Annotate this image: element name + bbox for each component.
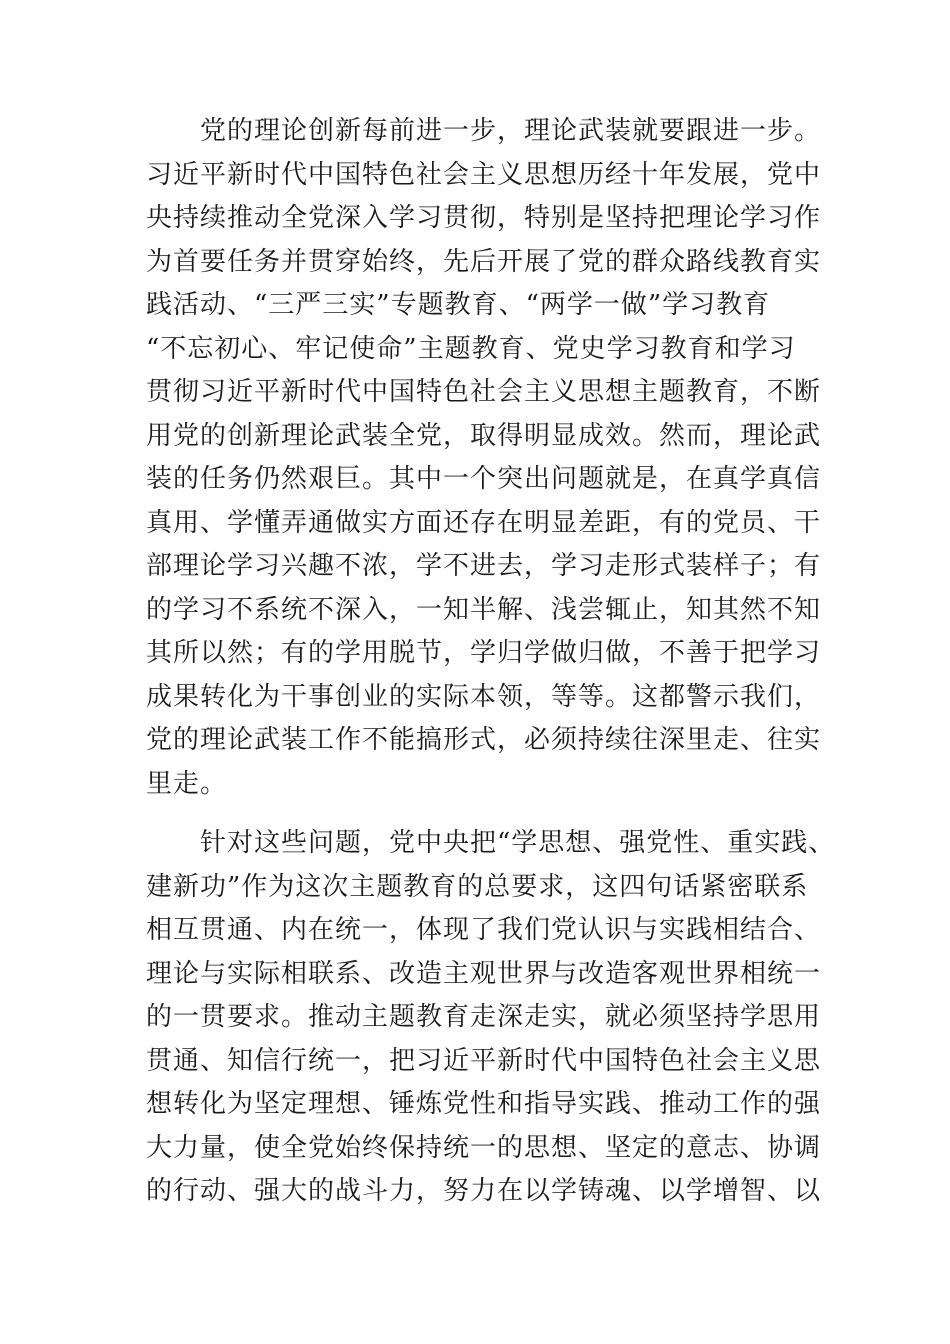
paragraph-line: 的学习不系统不深入，一知半解、浅尝辄止，知其然不知: [146, 594, 822, 625]
paragraph-line: 里走。: [146, 768, 228, 799]
paragraph-line: 央持续推动全党深入学习贯彻，特别是坚持把理论学习作: [146, 203, 822, 233]
paragraph-line: 党的理论武装工作不能搞形式，必须持续往深里走、往实: [146, 725, 822, 755]
paragraph-line: 相互贯通、内在统一，体现了我们党认识与实践相结合、: [146, 915, 822, 945]
paragraph-line: 贯通、知信行统一，把习近平新时代中国特色社会主义思: [146, 1045, 822, 1076]
paragraph-line: “不忘初心、牢记使命”主题教育、党史学习教育和学习: [146, 333, 796, 364]
paragraph-line: 践活动、“三严三实”专题教育、“两学一做”学习教育: [146, 290, 771, 320]
paragraph-line: 建新功”作为这次主题教育的总要求，这四句话紧密联系: [146, 871, 809, 902]
paragraph-line: 的行动、强大的战斗力，努力在以学铸魂、以学增智、以: [146, 1176, 822, 1206]
paragraph-line: 部理论学习兴趣不浓，学不进去，学习走形式装样子；有: [146, 551, 822, 581]
paragraph-line: 贯彻习近平新时代中国特色社会主义思想主题教育，不断: [146, 377, 822, 407]
paragraph-line: 的一贯要求。推动主题教育走深走实，就必须坚持学思用: [146, 1002, 822, 1032]
paragraph-line: 习近平新时代中国特色社会主义思想历经十年发展，党中: [146, 159, 822, 190]
paragraph-2: [146, 822, 836, 1214]
paragraph-line: 大力量，使全党始终保持统一的思想、坚定的意志、协调: [146, 1132, 822, 1163]
paragraph-line: 其所以然；有的学用脱节，学归学做归做，不善于把学习: [146, 638, 822, 668]
paragraph-1: [146, 110, 826, 806]
paragraph-line: 装的任务仍然艰巨。其中一个突出问题就是，在真学真信: [146, 464, 822, 494]
paragraph-line: 针对这些问题，党中央把“学思想、强党性、重实践、: [146, 828, 836, 858]
paragraph-line: 成果转化为干事创业的实际本领，等等。这都警示我们，: [146, 681, 822, 712]
paragraph-line: 为首要任务并贯穿始终，先后开展了党的群众路线教育实: [146, 246, 822, 277]
paragraph-line: 想转化为坚定理想、锤炼党性和指导实践、推动工作的强: [146, 1089, 822, 1119]
paragraph-line: 真用、学懂弄通做实方面还存在明显差距，有的党员、干: [146, 507, 822, 538]
paragraph-line: 理论与实际相联系、改造主观世界与改造客观世界相统一: [146, 958, 822, 989]
paragraph-line: 党的理论创新每前进一步，理论武装就要跟进一步。: [146, 116, 822, 146]
paragraph-line: 用党的创新理论武装全党，取得明显成效。然而，理论武: [146, 420, 822, 451]
